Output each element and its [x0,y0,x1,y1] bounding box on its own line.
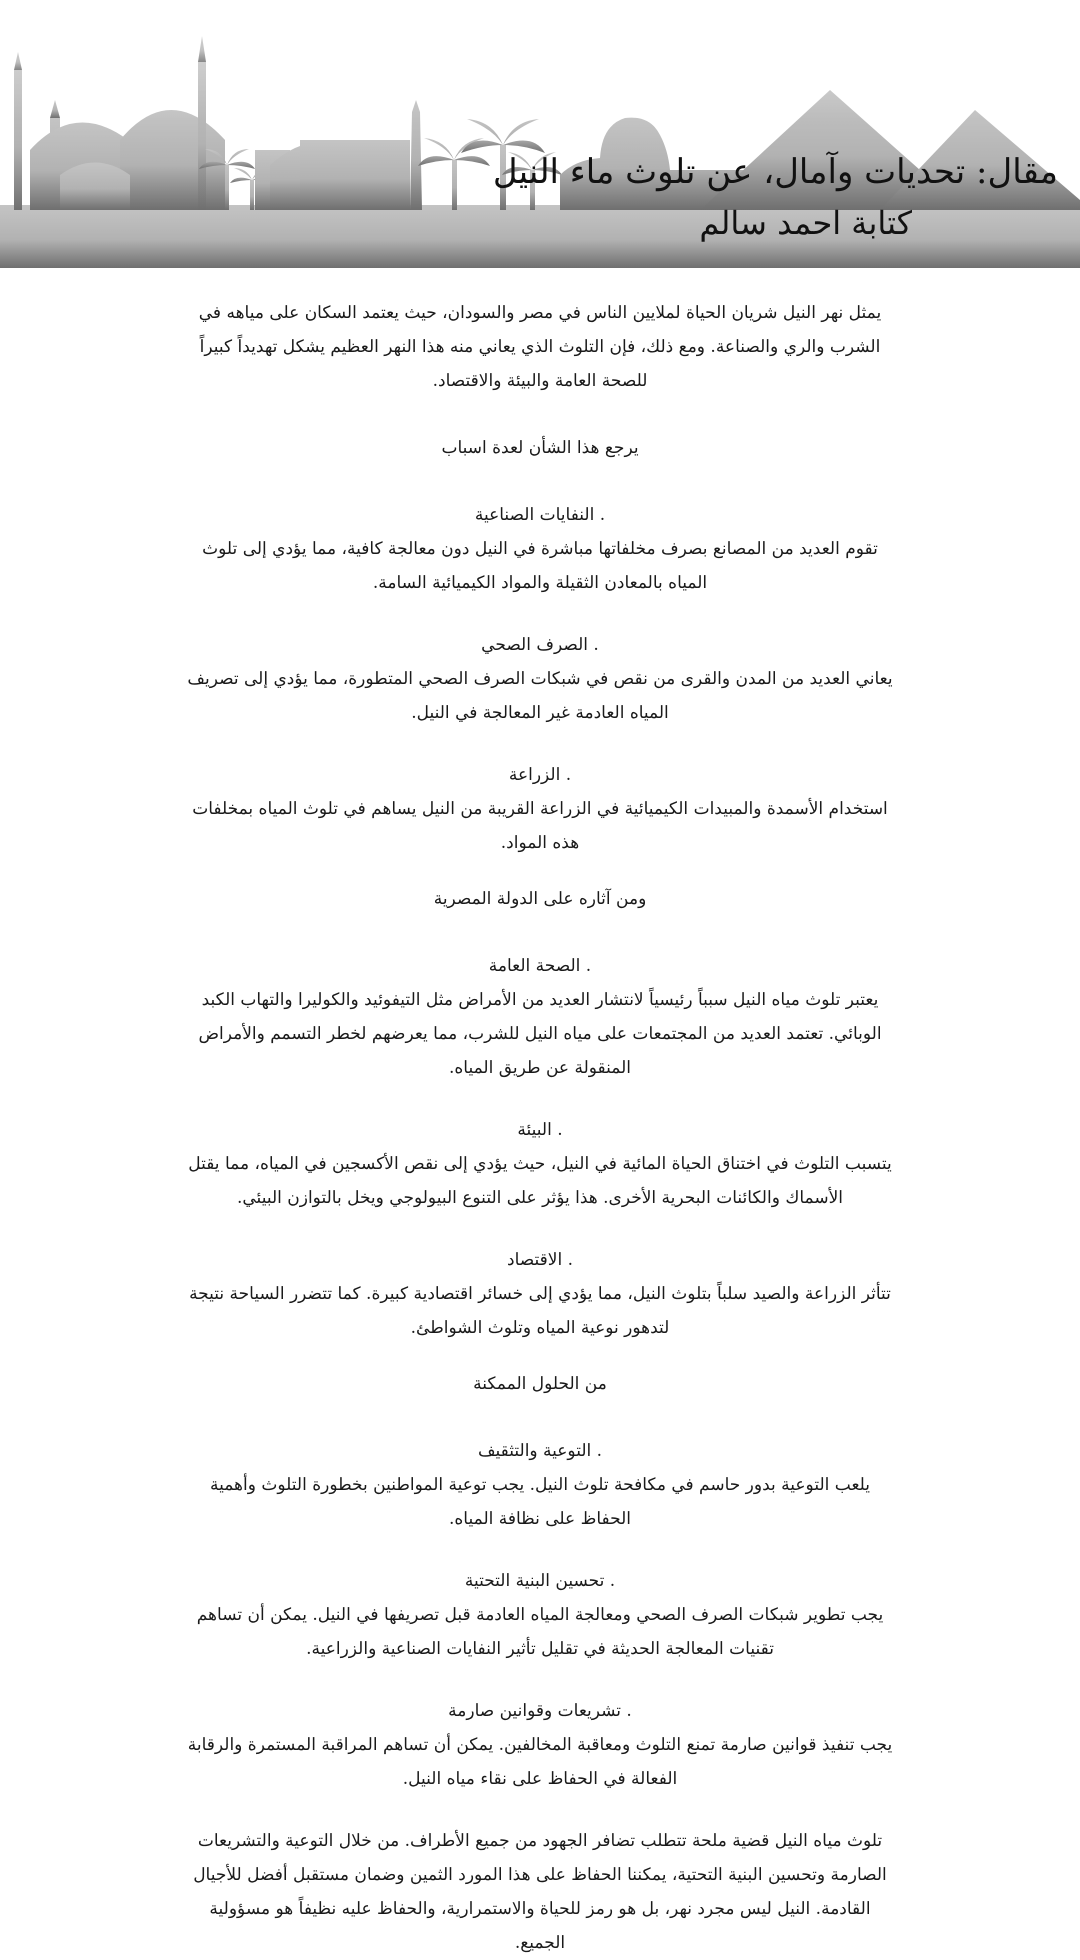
solution-title: . تشريعات وقوانين صارمة [448,1701,632,1721]
solution-text: يلعب التوعية بدور حاسم في مكافحة تلوث النيل. يجب توعية المواطنين بخطورة التلوث وأهمية الحفاظ على نظافة المياه. [209,1475,871,1529]
cause-text: يعاني العديد من المدن والقرى من نقص في شبكات الصرف الصحي المتطورة، مما يؤدي إلى تصريف المياه العادمة غير المعالجة في النيل. [187,669,893,723]
article-body [185,296,895,1960]
solution-text: يجب تطوير شبكات الصرف الصحي ومعالجة المياه العادمة قبل تصريفها في النيل. يمكن أن تساهم تقنيات المعالجة الحديثة في تقليل تأثير النفايات الصناعية والزراعية. [196,1605,884,1659]
header-banner [0,0,1080,268]
cause-text: استخدام الأسمدة والمبيدات الكيميائية في الزراعة القريبة من النيل يساهم في تلوث المياه بمخلفات هذه المواد. [192,799,888,853]
solution-title: . التوعية والتثقيف [477,1441,603,1461]
solution-text: يجب تنفيذ قوانين صارمة تمنع التلوث ومعاقبة المخالفين. يمكن أن تساهم المراقبة المستمرة والرقابة الفعالة في الحفاظ على نقاء مياه النيل. [187,1735,893,1789]
effect-title: . الاقتصاد [507,1250,573,1270]
effect-text: تتأثر الزراعة والصيد سلباً بتلوث النيل، مما يؤدي إلى خسائر اقتصادية كبيرة. كما تتضرر السياحة نتيجة لتدهور نوعية المياه وتلوث الشواطئ. [189,1284,891,1338]
solution-title: . تحسين البنية التحتية [464,1571,616,1591]
effects-heading: ومن آثاره على الدولة المصرية [433,889,647,909]
solutions-heading: من الحلول الممكنة [473,1374,607,1394]
cause-title: . الزراعة [508,765,572,785]
causes-heading: يرجع هذا الشأن لعدة اسباب [441,438,639,458]
cause-title: . النفايات الصناعية [474,505,606,525]
effect-title: . الصحة العامة [488,956,592,976]
article-author: كتابة احمد سالم [699,204,912,242]
article-title: مقال: تحديات وآمال، عن تلوث ماء النيل [492,152,1058,192]
intro-paragraph: يمثل نهر النيل شريان الحياة لملايين الناس في مصر والسودان، حيث يعتمد السكان على مياهه في الشرب والري والصناعة. ومع ذلك، فإن التلوث الذي يعاني منه هذا النهر العظيم يشكل تهديداً كبيراً للصحة العامة والبيئة والاقتصاد. [198,303,882,391]
effect-text: يتسبب التلوث في اختناق الحياة المائية في النيل، حيث يؤدي إلى نقص الأكسجين في المياه، مما يقتل الأسماك والكائنات البحرية الأخرى. هذا يؤثر على التنوع البيولوجي ويخل بالتوازن البيئي. [188,1154,892,1208]
cairo-skyline-illustration [0,0,1080,268]
effect-text: يعتبر تلوث مياه النيل سبباً رئيسياً لانتشار العديد من الأمراض مثل التيفوئيد والكوليرا والتهاب الكبد الوبائي. تعتمد العديد من المجتمعات على مياه النيل للشرب، مما يعرضهم لخطر التسمم والأمراض المنقولة عن طريق المياه. [198,990,882,1078]
conclusion-paragraph: تلوث مياه النيل قضية ملحة تتطلب تضافر الجهود من جميع الأطراف. من خلال التوعية والتشريعات الصارمة وتحسين البنية التحتية، يمكننا الحفاظ على هذا المورد الثمين وضمان مستقبل أفضل للأجيال القادمة. النيل ليس مجرد نهر، بل هو رمز للحياة والاستمرارية، والحفاظ عليه نظيفاً هو مسؤولية الجميع. [193,1831,887,1953]
cause-title: . الصرف الصحي [481,635,599,655]
effect-title: . البيئة [517,1120,563,1140]
cause-text: تقوم العديد من المصانع بصرف مخلفاتها مباشرة في النيل دون معالجة كافية، مما يؤدي إلى تلوث المياه بالمعادن الثقيلة والمواد الكيميائية السامة. [202,539,878,593]
